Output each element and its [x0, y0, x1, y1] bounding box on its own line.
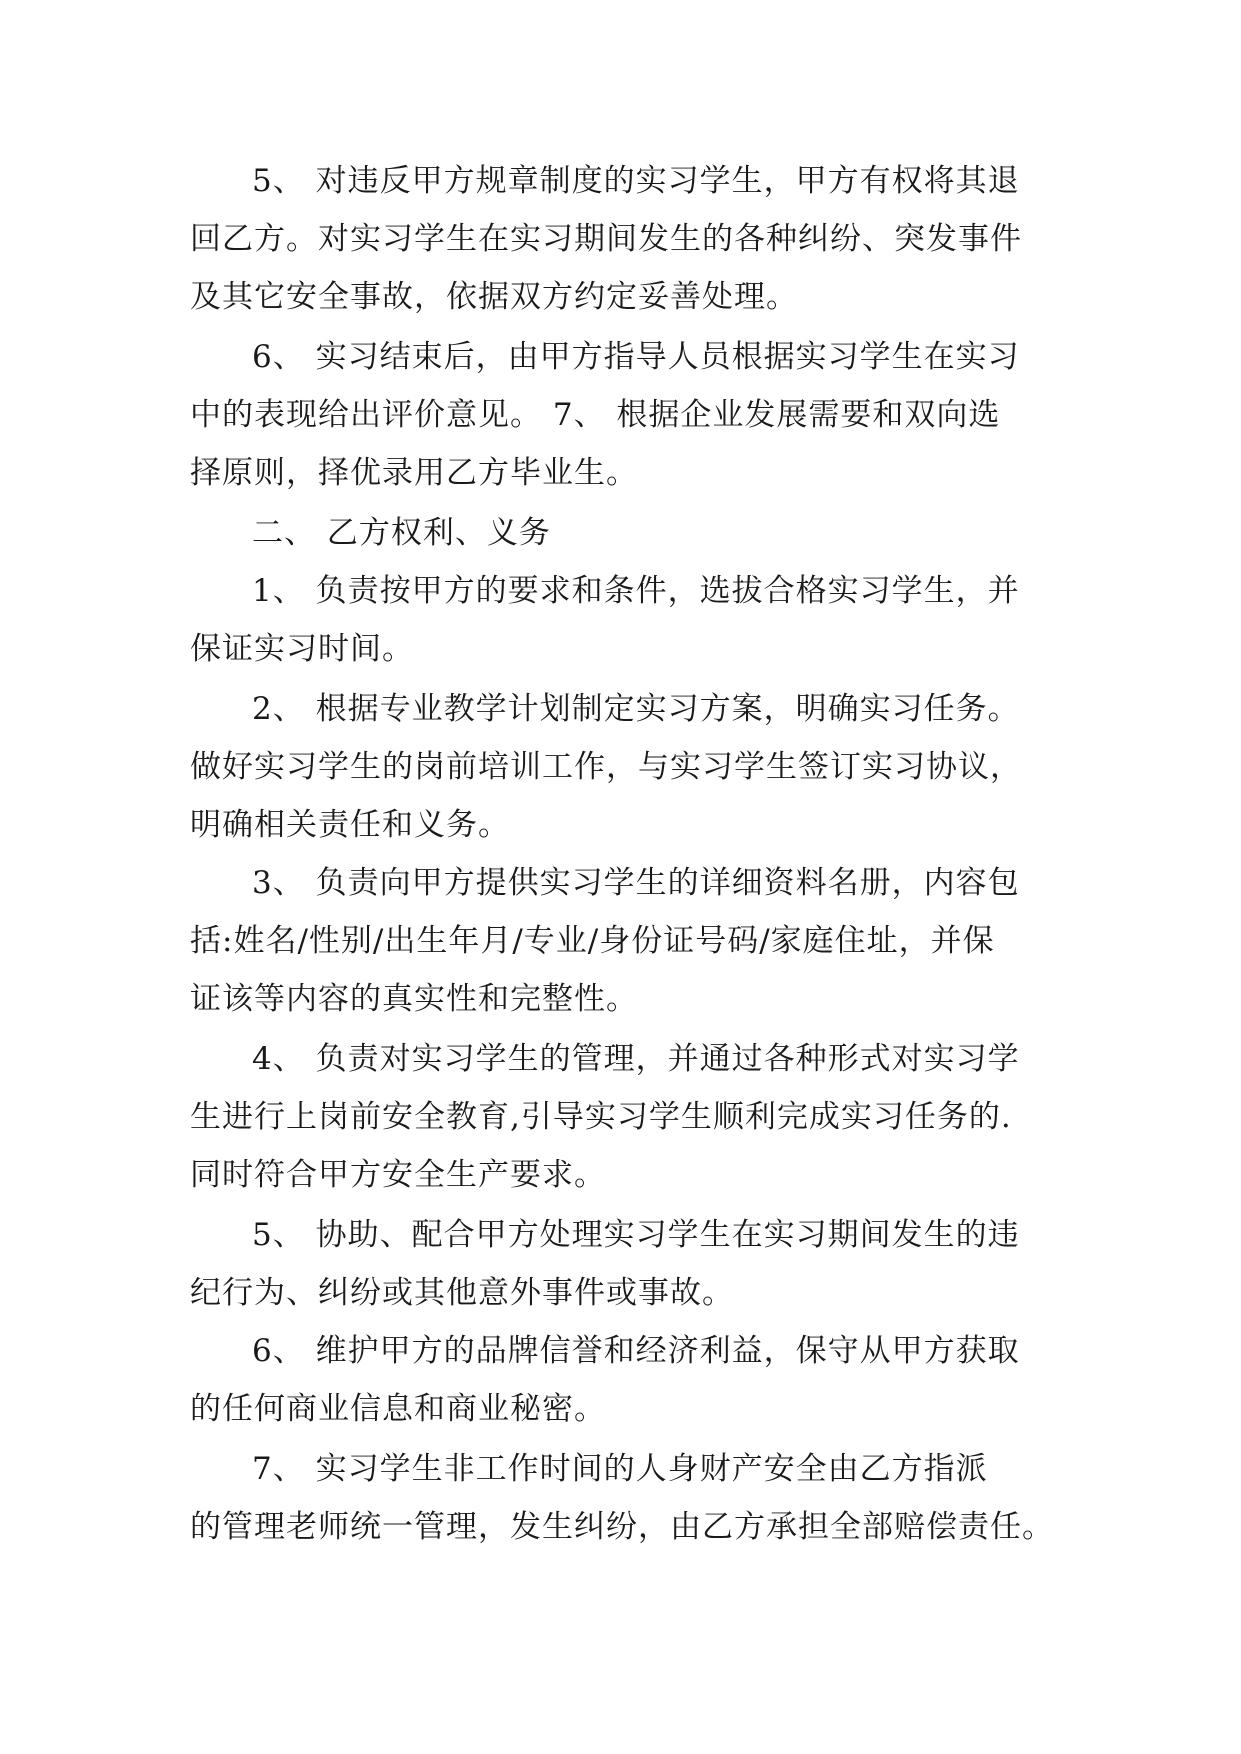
- paragraph-a5: [190, 152, 1070, 326]
- text-line: 7、 实习学生非工作时间的人身财产安全由乙方指派: [252, 1451, 988, 1487]
- text-line: 中的表现给出评价意见。 7、 根据企业发展需要和双向选: [190, 397, 1001, 433]
- text-line: 证该等内容的真实性和完整性。: [190, 981, 638, 1017]
- text-line: 生进行上岗前安全教育,引导实习学生顺利完成实习任务的.: [190, 1099, 1012, 1135]
- paragraph-b4: [190, 1030, 1070, 1204]
- section-heading: [190, 504, 1070, 562]
- text-line: 明确相关责任和义务。: [190, 807, 510, 843]
- text-line: 5、 对违反甲方规章制度的实习学生，甲方有权将其退: [252, 163, 1020, 199]
- text-line: 纪行为、纠纷或其他意外事件或事故。: [190, 1275, 734, 1311]
- text-line: 括:姓名/性别/出生年月/专业/身份证号码/家庭住址，并保: [190, 923, 995, 959]
- paragraph-b1: [190, 562, 1070, 678]
- text-line: 的任何商业信息和商业秘密。: [190, 1391, 606, 1427]
- paragraph-b2: [190, 680, 1070, 854]
- text-line: 5、 协助、配合甲方处理实习学生在实习期间发生的违: [252, 1217, 1020, 1253]
- text-line: 6、 维护甲方的品牌信誉和经济利益，保守从甲方获取: [252, 1333, 1020, 1369]
- paragraph-b7: [190, 1440, 1070, 1556]
- text-line: 做好实习学生的岗前培训工作，与实习学生签订实习协议，: [190, 749, 1022, 785]
- text-line: 的管理老师统一管理，发生纠纷，由乙方承担全部赔偿责任。: [190, 1509, 1054, 1545]
- paragraph-a6: [190, 328, 1070, 502]
- paragraph-b3: [190, 854, 1070, 1028]
- text-line: 保证实习时间。: [190, 631, 414, 667]
- text-line: 同时符合甲方安全生产要求。: [190, 1157, 606, 1193]
- paragraph-b5: [190, 1206, 1070, 1322]
- text-line: 择原则，择优录用乙方毕业生。: [190, 455, 638, 491]
- text-line: 回乙方。对实习学生在实习期间发生的各种纠纷、突发事件: [190, 221, 1022, 257]
- text-line: 6、 实习结束后，由甲方指导人员根据实习学生在实习: [252, 339, 1020, 375]
- text-line: 及其它安全事故，依据双方约定妥善处理。: [190, 279, 798, 315]
- text-line: 2、 根据专业教学计划制定实习方案，明确实习任务。: [252, 691, 1020, 727]
- text-line: 1、 负责按甲方的要求和条件，选拔合格实习学生，并: [252, 573, 1020, 609]
- paragraph-b6: [190, 1322, 1070, 1438]
- text-line: 4、 负责对实习学生的管理，并通过各种形式对实习学: [252, 1041, 1020, 1077]
- text-line: 3、 负责向甲方提供实习学生的详细资料名册，内容包: [252, 865, 1020, 901]
- heading-line: 二、 乙方权利、义务: [252, 515, 551, 551]
